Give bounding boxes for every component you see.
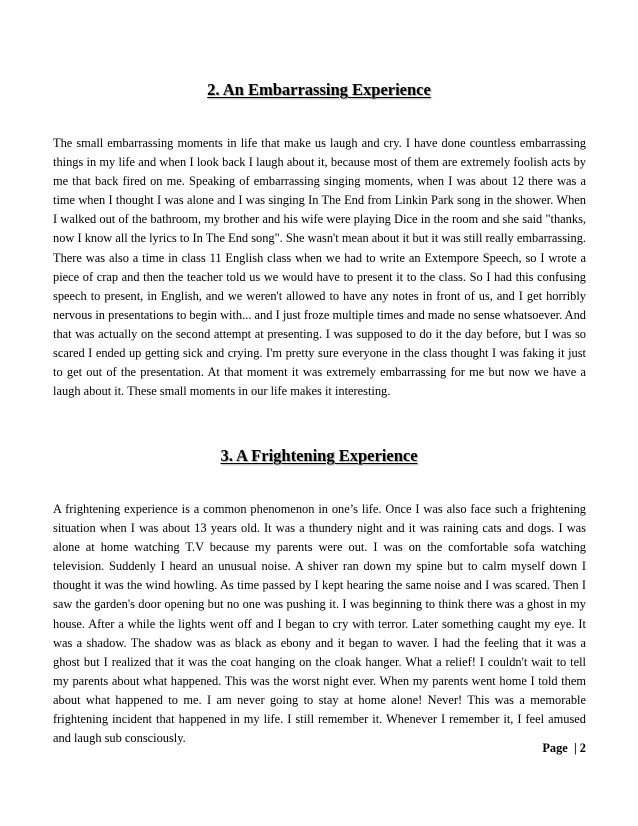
page-number: Page | 2 (542, 741, 586, 755)
section-heading-frightening: 3. A Frightening Experience (220, 446, 418, 465)
section-body-embarrassing: The small embarrassing moments in life that make us laugh and cry. I have done countless embarrassing things in my life and when I look back I laugh about it, because most of them are extremely foolish acts by me that back fired on me. Speaking of embarrassing singing moments, when I was about 12 there was a time when I thought I was alone and I was singing In The End from Linkin Park song in the shower. When I walked out of the bathroom, my brother and his wife were playing Dice in the room and she said "thanks, now I know all the lyrics to In The End song". She wasn't mean about it but it was still really embarrassing. There was also a time in class 11 English class when we had to write an Extempore Speech, so I wrote a piece of crap and then the teacher told us we would have to present it to the class. So I had this confusing speech to present, in English, and we weren't allowed to have any notes in front of us, and I get horribly nervous in presentations to begin with... and I just froze multiple times and made no sense whatsoever. And that was actually on the second attempt at presenting. I was supposed to do it the day before, but I was so scared I ended up getting sick and crying. I'm pretty sure everyone in the class thought I was faking it just to get out of the presentation. At that moment it was extremely embarrassing for me but now we have a laugh about it. These small moments in our life makes it interesting. (53, 136, 586, 399)
section-heading-embarrassing: 2. An Embarrassing Experience (207, 80, 431, 99)
section-body-frightening: A frightening experience is a common phenomenon in one’s life. Once I was also face such a frightening situation when I was about 13 years old. It was a thundery night and it was raining cats and dogs. I was alone at home watching T.V because my parents were out. I was on the comfortable sofa watching television. Suddenly I heard an unusual noise. A shiver ran down my spine but to calm myself down I thought it was the wind howling. As time passed by I kept hearing the same noise and I was scared. Then I saw the garden's door opening but no one was pushing it. I was beginning to think there was a ghost in my house. After a while the lights went off and I began to cry with terror. Later something caught my eye. It was a shadow. The shadow was as black as ebony and it began to waver. I had the feeling that it was a ghost but I realized that it was the coat hanging on the cloak hanger. What a relief! I couldn't wait to tell my parents about what happened. This was the worst night ever. When my parents went home I told them about what happened to me. I am never going to stay at home alone! Never! This was a memorable frightening incident that happened in my life. I still remember it. Whenever I remember it, I feel amused and laugh sub consciously. (53, 502, 586, 746)
